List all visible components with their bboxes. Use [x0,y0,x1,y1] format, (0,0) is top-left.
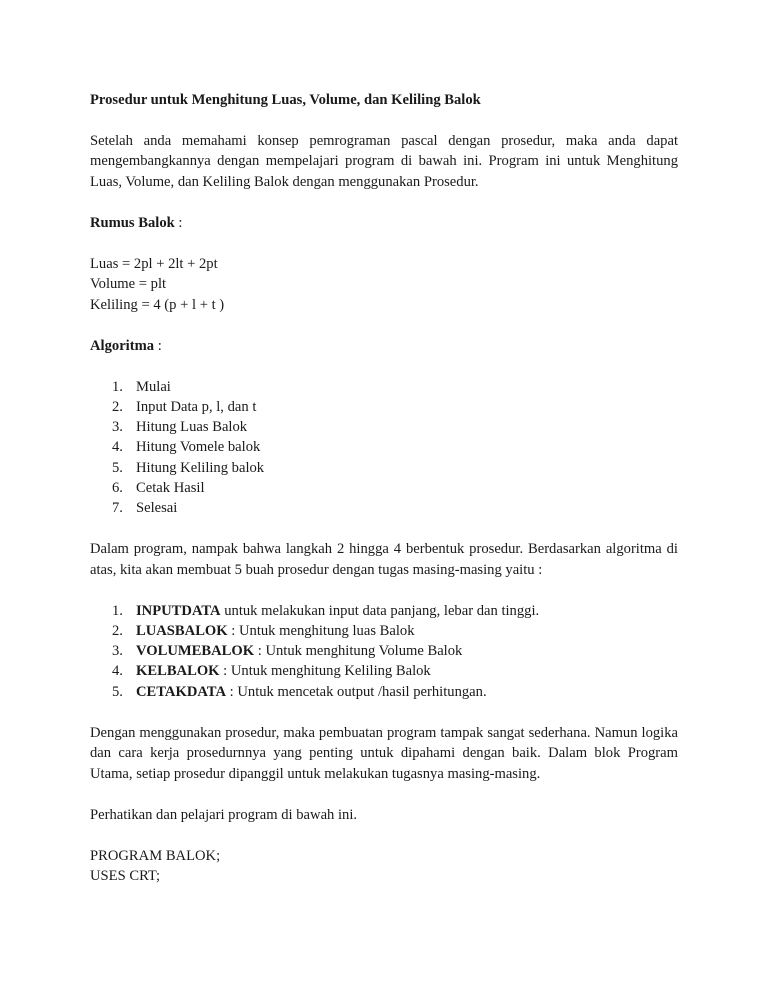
algorithm-list [90,377,678,519]
algoritma-heading [90,336,678,357]
spacer [90,356,678,377]
spacer [90,580,678,601]
list-item [90,478,678,498]
list-item [90,661,678,681]
procedure-name: KELBALOK [136,663,220,680]
spacer [90,519,678,540]
algoritma-heading-label: Algoritma [90,337,155,354]
spacer [90,784,678,805]
list-item [90,377,678,397]
procedure-name: CETAKDATA [136,683,226,700]
list-number: 5. [112,459,123,476]
procedure-desc: : Untuk menghitung Keliling Balok [219,663,431,680]
list-text: Hitung Keliling balok [136,459,265,476]
procedure-desc: : Untuk menghitung Volume Balok [254,643,463,660]
list-number: 4. [112,663,123,680]
algoritma-heading-suffix: : [154,337,162,354]
list-number: 4. [112,439,123,456]
procedure-list [90,601,678,702]
list-item [90,437,678,457]
list-item [90,458,678,478]
list-number: 5. [112,683,123,700]
procedure-desc: : Untuk mencetak output /hasil perhitungan. [226,683,487,700]
list-text: Input Data p, l, dan t [136,398,257,415]
intro-paragraph: Setelah anda memahami konsep pemrograman pascal dengan prosedur, maka anda dapat mengembangkannya dengan mempelajari program di bawah ini. Program ini untuk Menghitung Luas, Volume, dan Keliling Balok dengan menggunakan Prosedur. [90,132,678,190]
list-number: 1. [112,378,123,395]
list-text: Mulai [136,378,171,395]
list-item [90,641,678,661]
list-item [90,397,678,417]
formula-volume: Volume = plt [90,276,167,292]
list-item [90,621,678,641]
list-number: 2. [112,622,123,639]
procedure-desc: : Untuk menghitung luas Balok [227,622,415,639]
list-item [90,682,678,702]
list-text: Hitung Vomele balok [136,439,261,456]
spacer [90,233,678,254]
procedure-name: LUASBALOK [136,622,228,639]
list-number: 7. [112,500,123,517]
list-number: 2. [112,398,123,415]
list-number: 3. [112,643,123,660]
spacer [90,825,678,846]
spacer [90,110,678,131]
rumus-heading [90,213,678,234]
rumus-heading-label: Rumus Balok [90,214,175,231]
procedure-name: VOLUMEBALOK [136,643,255,660]
list-text: Cetak Hasil [136,479,205,496]
document-title: Prosedur untuk Menghitung Luas, Volume, dan Keliling Balok [90,92,481,108]
list-item [90,417,678,437]
list-text: Hitung Luas Balok [136,419,248,436]
list-number: 6. [112,479,123,496]
list-number: 1. [112,602,123,619]
procedure-desc: untuk melakukan input data panjang, lebar dan tinggi. [220,602,540,619]
spacer [90,192,678,213]
spacer [90,315,678,336]
explanation-paragraph: Dengan menggunakan prosedur, maka pembuatan program tampak sangat sederhana. Namun logika dan cara kerja prosedurnnya yang penting untuk dipahami dengan baik. Dalam blok Program Utama, setiap prosedur dipanggil untuk melakukan tugasnya masing-masing. [90,724,678,782]
rumus-heading-suffix: : [174,214,183,231]
code-line: PROGRAM BALOK; [90,847,221,864]
procedure-intro-paragraph: Dalam program, nampak bahwa langkah 2 hingga 4 berbentuk prosedur. Berdasarkan algoritma di atas, kita akan membuat 5 buah prosedur dengan tugas masing-masing yaitu : [90,541,678,578]
code-line: USES CRT; [90,868,161,885]
list-text: Selesai [136,500,178,517]
list-item [90,498,678,518]
spacer [90,702,678,723]
instruction-paragraph: Perhatikan dan pelajari program di bawah ini. [90,806,358,823]
list-item [90,601,678,621]
document-page [90,90,678,887]
procedure-name: INPUTDATA [136,602,221,619]
formula-keliling: Keliling = 4 (p + l + t ) [90,296,225,313]
formula-luas: Luas = 2pl + 2lt + 2pt [90,255,218,272]
list-number: 3. [112,419,123,436]
